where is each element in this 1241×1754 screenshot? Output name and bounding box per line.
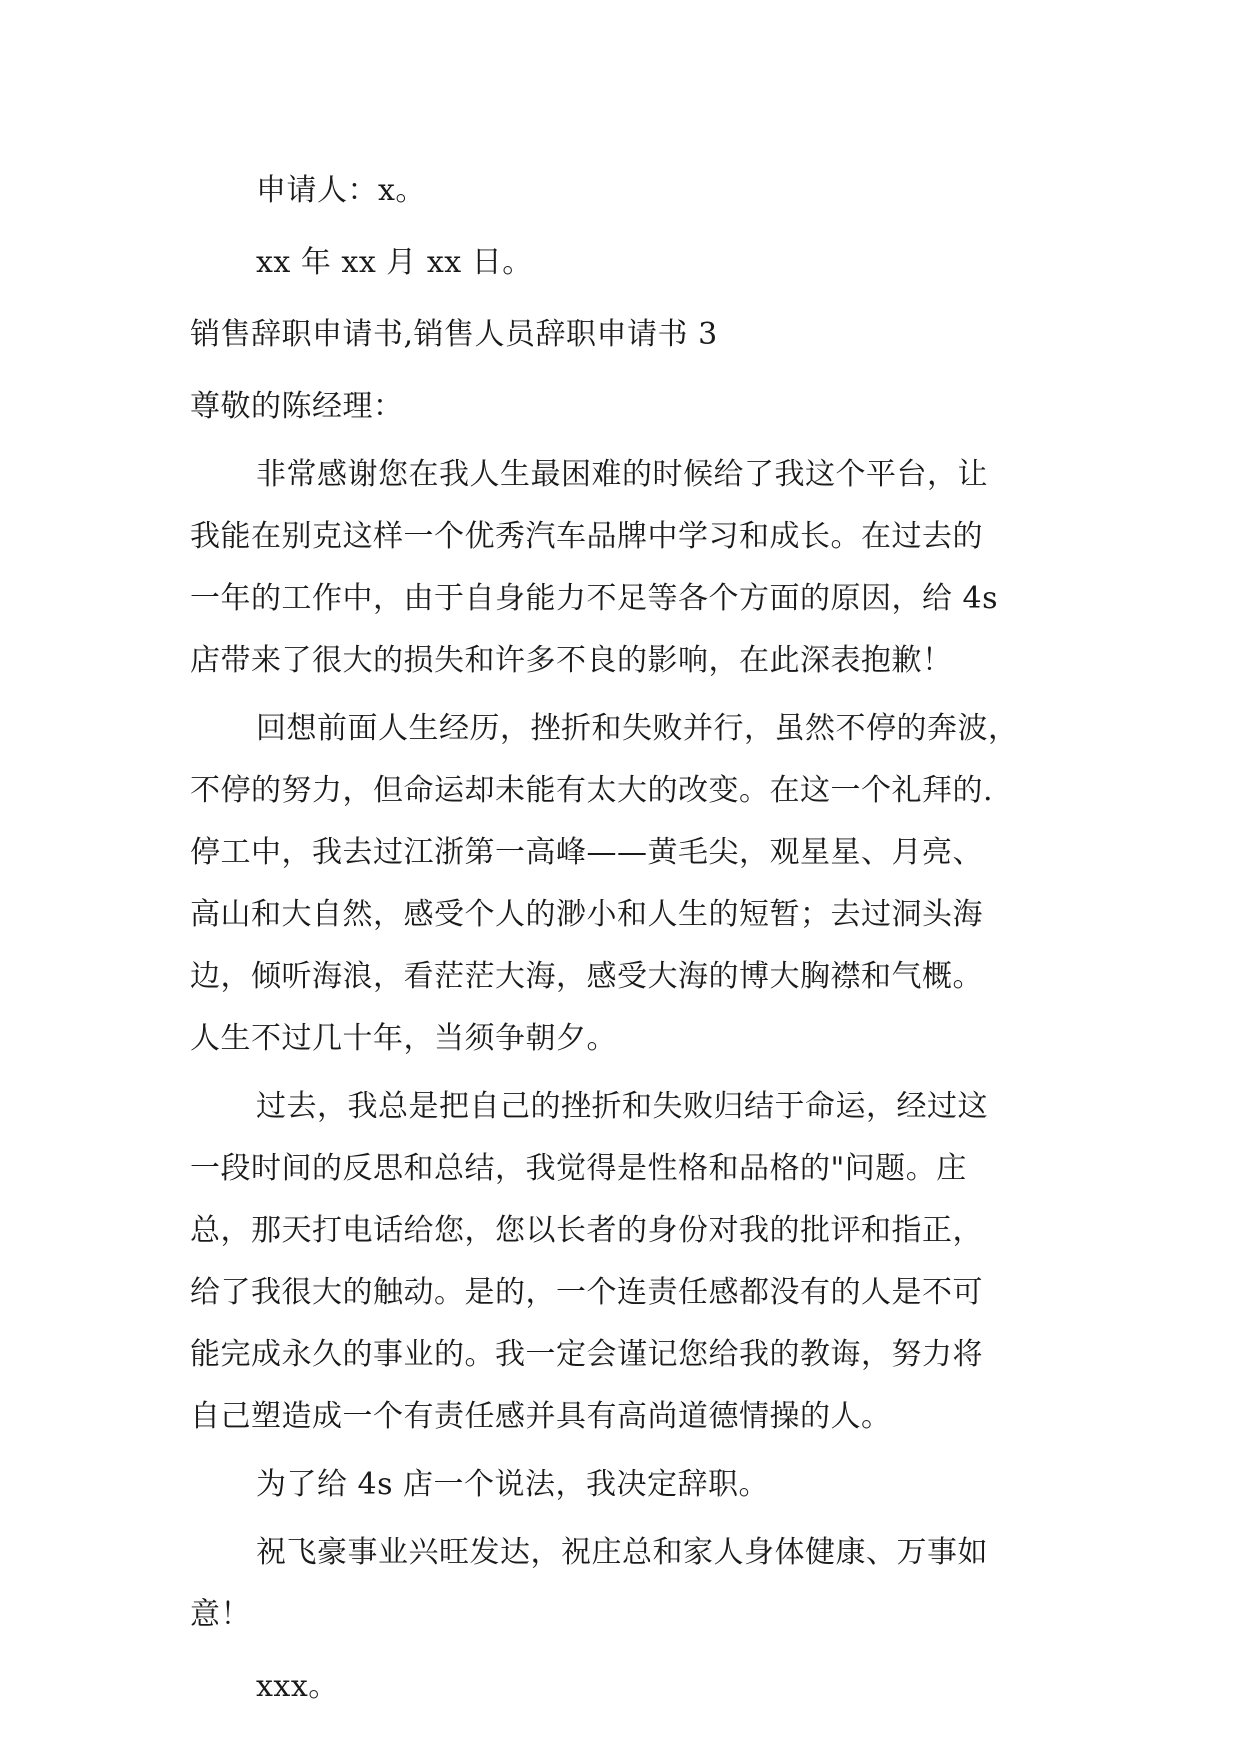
paragraph-5 [190,1522,1060,1646]
paragraph-line: 一段时间的反思和总结，我觉得是性格和品格的"问题。庄 [190,1151,967,1186]
paragraph-line: 过去，我总是把自己的挫折和失败归结于命运，经过这 [256,1089,988,1124]
paragraph-4 [190,1454,1060,1516]
paragraph-1 [190,444,1060,692]
document-title: 销售辞职申请书,销售人员辞职申请书 3 [190,317,718,352]
paragraph-line: 给了我很大的触动。是的，一个连责任感都没有的人是不可 [190,1275,983,1310]
paragraph-line: 停工中，我去过江浙第一高峰——黄毛尖，观星星、月亮、 [190,835,983,870]
document-body [190,160,1060,1718]
paragraph-line: 祝飞豪事业兴旺发达，祝庄总和家人身体健康、万事如 [256,1535,988,1570]
signature: xxx。 [256,1669,339,1704]
paragraph-line: 高山和大自然，感受个人的渺小和人生的短暂；去过洞头海 [190,897,983,932]
paragraph-line: 为了给 4s 店一个说法，我决定辞职。 [256,1467,770,1502]
paragraph-line: 店带来了很大的损失和许多不良的影响，在此深表抱歉！ [190,643,953,678]
paragraph-line: 非常感谢您在我人生最困难的时候给了我这个平台，让 [256,457,988,492]
paragraph-2 [190,698,1060,1070]
paragraph-3 [190,1076,1060,1448]
paragraph-line: 回想前面人生经历，挫折和失败并行，虽然不停的奔波， [256,711,1019,746]
paragraph-line: 一年的工作中，由于自身能力不足等各个方面的原因，给 4s [190,581,999,616]
paragraph-line: 能完成永久的事业的。我一定会谨记您给我的教诲，努力将 [190,1337,983,1372]
applicant-line: 申请人：x。 [256,173,426,208]
date-line: xx 年 xx 月 xx 日。 [256,245,533,280]
paragraph-line: 不停的努力，但命运却未能有太大的改变。在这一个礼拜的. [190,773,994,808]
paragraph-line: 意！ [190,1597,251,1632]
paragraph-line: 总，那天打电话给您，您以长者的身份对我的批评和指正， [190,1213,983,1248]
paragraph-line: 人生不过几十年，当须争朝夕。 [190,1021,617,1056]
paragraph-line: 我能在别克这样一个优秀汽车品牌中学习和成长。在过去的 [190,519,983,554]
paragraph-line: 自己塑造成一个有责任感并具有高尚道德情操的人。 [190,1399,892,1434]
paragraph-line: 边，倾听海浪，看茫茫大海，感受大海的博大胸襟和气概。 [190,959,983,994]
salutation: 尊敬的陈经理： [190,389,404,424]
